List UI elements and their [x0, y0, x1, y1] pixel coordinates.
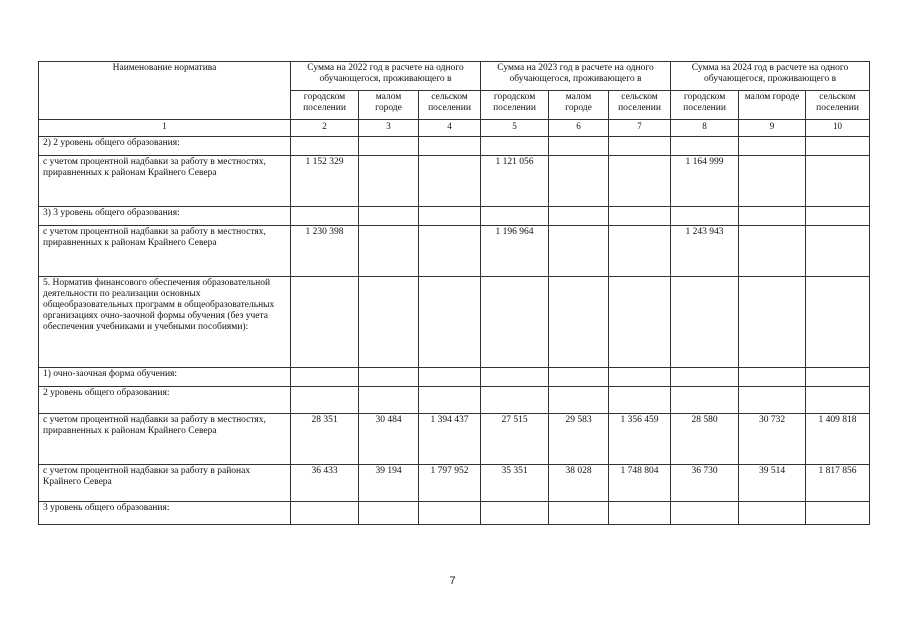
row-label: 2) 2 уровень общего образования:	[39, 137, 291, 156]
header-name-col: Наименование норматива	[39, 62, 291, 120]
row-value	[419, 226, 481, 277]
row-value	[609, 226, 671, 277]
row-value	[419, 502, 481, 525]
row-label: 2 уровень общего образования:	[39, 387, 291, 414]
row-value	[739, 387, 806, 414]
table-row	[39, 156, 870, 207]
column-number: 6	[549, 120, 609, 137]
row-value	[671, 207, 739, 226]
table-body	[39, 137, 870, 525]
row-value	[481, 137, 549, 156]
row-value	[481, 387, 549, 414]
row-value	[609, 207, 671, 226]
row-value	[806, 156, 870, 207]
row-value	[359, 156, 419, 207]
header-subcol: городском поселении	[481, 91, 549, 120]
header-subcol: сельском поселении	[609, 91, 671, 120]
row-value	[481, 368, 549, 387]
row-value	[739, 137, 806, 156]
header-year-2022: Сумма на 2022 год в расчете на одного обучающегося, проживающего в	[291, 62, 481, 91]
row-value	[549, 277, 609, 368]
row-label: с учетом процентной надбавки за работу в местностях, приравненных к районам Крайнего Севера	[39, 156, 291, 207]
column-number: 3	[359, 120, 419, 137]
row-value	[671, 368, 739, 387]
row-value: 1 196 964	[481, 226, 549, 277]
row-value	[359, 207, 419, 226]
row-value	[671, 502, 739, 525]
row-value: 1 121 056	[481, 156, 549, 207]
row-value	[291, 368, 359, 387]
row-value	[359, 226, 419, 277]
column-number: 10	[806, 120, 870, 137]
row-value	[671, 387, 739, 414]
row-value: 1 243 943	[671, 226, 739, 277]
row-label: 1) очно-заочная форма обучения:	[39, 368, 291, 387]
row-value	[671, 277, 739, 368]
row-value	[359, 368, 419, 387]
row-value	[671, 137, 739, 156]
row-value	[481, 502, 549, 525]
row-value	[806, 368, 870, 387]
row-value	[806, 277, 870, 368]
row-value	[549, 368, 609, 387]
row-value	[481, 277, 549, 368]
table-row	[39, 207, 870, 226]
row-value	[419, 207, 481, 226]
row-value: 29 583	[549, 414, 609, 465]
row-value	[609, 156, 671, 207]
row-value: 38 028	[549, 465, 609, 502]
header-subcol: городском поселении	[671, 91, 739, 120]
row-value	[549, 156, 609, 207]
row-value	[609, 137, 671, 156]
row-value	[359, 502, 419, 525]
row-value	[609, 368, 671, 387]
row-value	[359, 277, 419, 368]
column-number: 2	[291, 120, 359, 137]
row-value	[609, 277, 671, 368]
header-row-groups	[39, 62, 870, 91]
row-value: 1 817 856	[806, 465, 870, 502]
row-value: 39 194	[359, 465, 419, 502]
column-number: 5	[481, 120, 549, 137]
header-subcol: малом городе	[549, 91, 609, 120]
row-value	[419, 137, 481, 156]
row-value	[549, 502, 609, 525]
row-value	[359, 387, 419, 414]
row-value: 28 351	[291, 414, 359, 465]
row-value	[739, 207, 806, 226]
row-value	[549, 207, 609, 226]
row-value: 1 409 818	[806, 414, 870, 465]
header-year-2024: Сумма на 2024 год в расчете на одного обучающегося, проживающего в	[671, 62, 870, 91]
row-label: 3 уровень общего образования:	[39, 502, 291, 525]
row-value	[806, 226, 870, 277]
row-label: 3) 3 уровень общего образования:	[39, 207, 291, 226]
header-subcol: малом городе	[739, 91, 806, 120]
row-label: с учетом процентной надбавки за работу в районах Крайнего Севера	[39, 465, 291, 502]
row-value	[739, 156, 806, 207]
row-value: 27 515	[481, 414, 549, 465]
table-row	[39, 277, 870, 368]
table-row	[39, 137, 870, 156]
table-row	[39, 414, 870, 465]
row-value	[549, 226, 609, 277]
page-number: 7	[449, 575, 456, 587]
column-number: 9	[739, 120, 806, 137]
row-value: 36 433	[291, 465, 359, 502]
row-value	[806, 207, 870, 226]
row-value: 1 164 999	[671, 156, 739, 207]
row-value: 1 748 804	[609, 465, 671, 502]
header-subcol: малом городе	[359, 91, 419, 120]
row-value	[806, 137, 870, 156]
row-value: 39 514	[739, 465, 806, 502]
row-value: 1 394 437	[419, 414, 481, 465]
header-subcol: городском поселении	[291, 91, 359, 120]
row-value	[419, 368, 481, 387]
row-value: 1 356 459	[609, 414, 671, 465]
table-row	[39, 368, 870, 387]
row-value	[549, 137, 609, 156]
row-value	[609, 387, 671, 414]
row-value: 1 797 952	[419, 465, 481, 502]
row-value	[291, 207, 359, 226]
column-number: 1	[39, 120, 291, 137]
row-value	[419, 156, 481, 207]
row-value	[291, 502, 359, 525]
table-row	[39, 387, 870, 414]
column-number: 7	[609, 120, 671, 137]
header-row-numbers	[39, 120, 870, 137]
row-value	[549, 387, 609, 414]
row-value	[291, 387, 359, 414]
row-value	[359, 137, 419, 156]
row-value	[806, 387, 870, 414]
row-value: 1 230 398	[291, 226, 359, 277]
row-value: 28 580	[671, 414, 739, 465]
row-value	[609, 502, 671, 525]
row-label: с учетом процентной надбавки за работу в местностях, приравненных к районам Крайнего Севера	[39, 414, 291, 465]
row-value	[806, 502, 870, 525]
row-value	[739, 502, 806, 525]
header-subcol: сельском поселении	[806, 91, 870, 120]
row-value: 1 152 329	[291, 156, 359, 207]
row-label: с учетом процентной надбавки за работу в местностях, приравненных к районам Крайнего Севера	[39, 226, 291, 277]
row-value	[739, 226, 806, 277]
row-value	[739, 368, 806, 387]
row-value	[291, 277, 359, 368]
table-row	[39, 226, 870, 277]
row-value	[419, 387, 481, 414]
row-label: 5. Норматив финансового обеспечения образовательной деятельности по реализации основных общеобразовательных программ в общеобразовательных организациях очно-заочной формы обучения (без учета обеспечения учебниками и учебными пособиями):	[39, 277, 291, 368]
column-number: 4	[419, 120, 481, 137]
row-value: 30 484	[359, 414, 419, 465]
row-value: 36 730	[671, 465, 739, 502]
row-value	[419, 277, 481, 368]
header-subcol: сельском поселении	[419, 91, 481, 120]
row-value	[291, 137, 359, 156]
row-value: 35 351	[481, 465, 549, 502]
table-row	[39, 465, 870, 502]
row-value: 30 732	[739, 414, 806, 465]
header-year-2023: Сумма на 2023 год в расчете на одного обучающегося, проживающего в	[481, 62, 671, 91]
column-number: 8	[671, 120, 739, 137]
row-value	[481, 207, 549, 226]
table-row	[39, 502, 870, 525]
normative-table	[38, 61, 870, 525]
row-value	[739, 277, 806, 368]
